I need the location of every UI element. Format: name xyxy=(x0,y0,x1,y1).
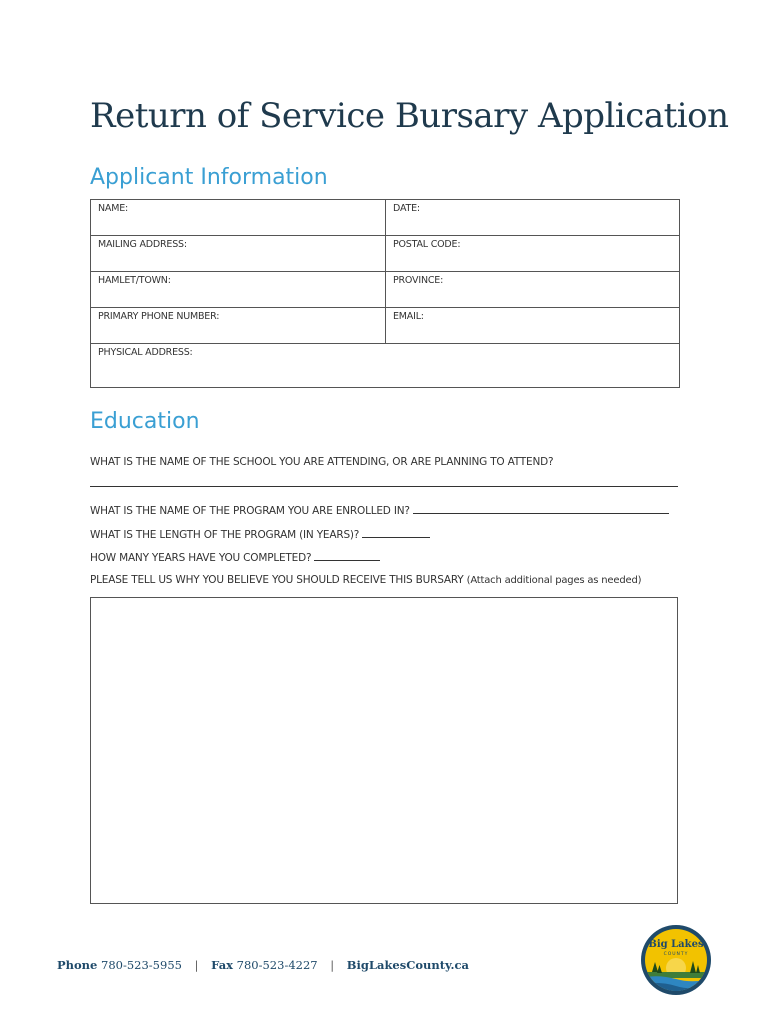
hamlet-town-field[interactable] xyxy=(91,272,386,308)
applicant-info-table xyxy=(90,199,680,388)
program-answer-line[interactable] xyxy=(413,503,669,514)
name-label: NAME: xyxy=(98,203,129,214)
years-question-row xyxy=(90,550,380,564)
school-question: WHAT IS THE NAME OF THE SCHOOL YOU ARE ATTENDING, OR ARE PLANNING TO ATTEND? xyxy=(90,456,554,468)
bursary-reason-textbox[interactable] xyxy=(90,597,678,904)
section-heading-education: Education xyxy=(90,409,200,434)
email-label: EMAIL: xyxy=(393,311,424,322)
physical-address-field[interactable] xyxy=(91,344,680,388)
footer-fax-label: Fax xyxy=(211,958,233,972)
years-completed-question: HOW MANY YEARS HAVE YOU COMPLETED? xyxy=(90,552,312,564)
footer-website[interactable]: BigLakesCounty.ca xyxy=(346,958,469,972)
logo-text-main: Big Lakes xyxy=(648,939,704,950)
footer-separator: | xyxy=(330,958,335,972)
page-title: Return of Service Bursary Application xyxy=(90,96,729,136)
postal-code-field[interactable] xyxy=(386,236,680,272)
why-question-row xyxy=(90,574,641,586)
mailing-address-label: MAILING ADDRESS: xyxy=(98,239,187,250)
length-answer-line[interactable] xyxy=(362,527,430,538)
big-lakes-county-logo xyxy=(640,924,712,996)
logo-text-sub: COUNTY xyxy=(663,952,689,957)
length-question: WHAT IS THE LENGTH OF THE PROGRAM (IN YEARS)? xyxy=(90,529,360,541)
section-heading-applicant: Applicant Information xyxy=(90,165,328,190)
program-question: WHAT IS THE NAME OF THE PROGRAM YOU ARE ENROLLED IN? xyxy=(90,505,410,517)
province-field[interactable] xyxy=(386,272,680,308)
footer-fax: 780-523-4227 xyxy=(236,958,318,972)
date-label: DATE: xyxy=(393,203,420,214)
school-answer-line[interactable] xyxy=(90,486,678,487)
name-field[interactable] xyxy=(91,200,386,236)
program-question-row xyxy=(90,503,669,517)
why-note: (Attach additional pages as needed) xyxy=(466,575,642,586)
phone-field[interactable] xyxy=(91,308,386,344)
postal-code-label: POSTAL CODE: xyxy=(393,239,461,250)
years-completed-answer-line[interactable] xyxy=(314,550,380,561)
footer-contact xyxy=(57,958,469,972)
length-question-row xyxy=(90,527,430,541)
footer-phone: 780-523-5955 xyxy=(101,958,182,972)
footer-separator: | xyxy=(194,958,199,972)
date-field[interactable] xyxy=(386,200,680,236)
mailing-address-field[interactable] xyxy=(91,236,386,272)
phone-label: PRIMARY PHONE NUMBER: xyxy=(98,311,220,322)
hamlet-town-label: HAMLET/TOWN: xyxy=(98,275,171,286)
footer-phone-label: Phone xyxy=(57,958,98,972)
physical-address-label: PHYSICAL ADDRESS: xyxy=(98,347,193,358)
why-question: PLEASE TELL US WHY YOU BELIEVE YOU SHOULD RECEIVE THIS BURSARY xyxy=(90,574,464,586)
province-label: PROVINCE: xyxy=(393,275,444,286)
email-field[interactable] xyxy=(386,308,680,344)
